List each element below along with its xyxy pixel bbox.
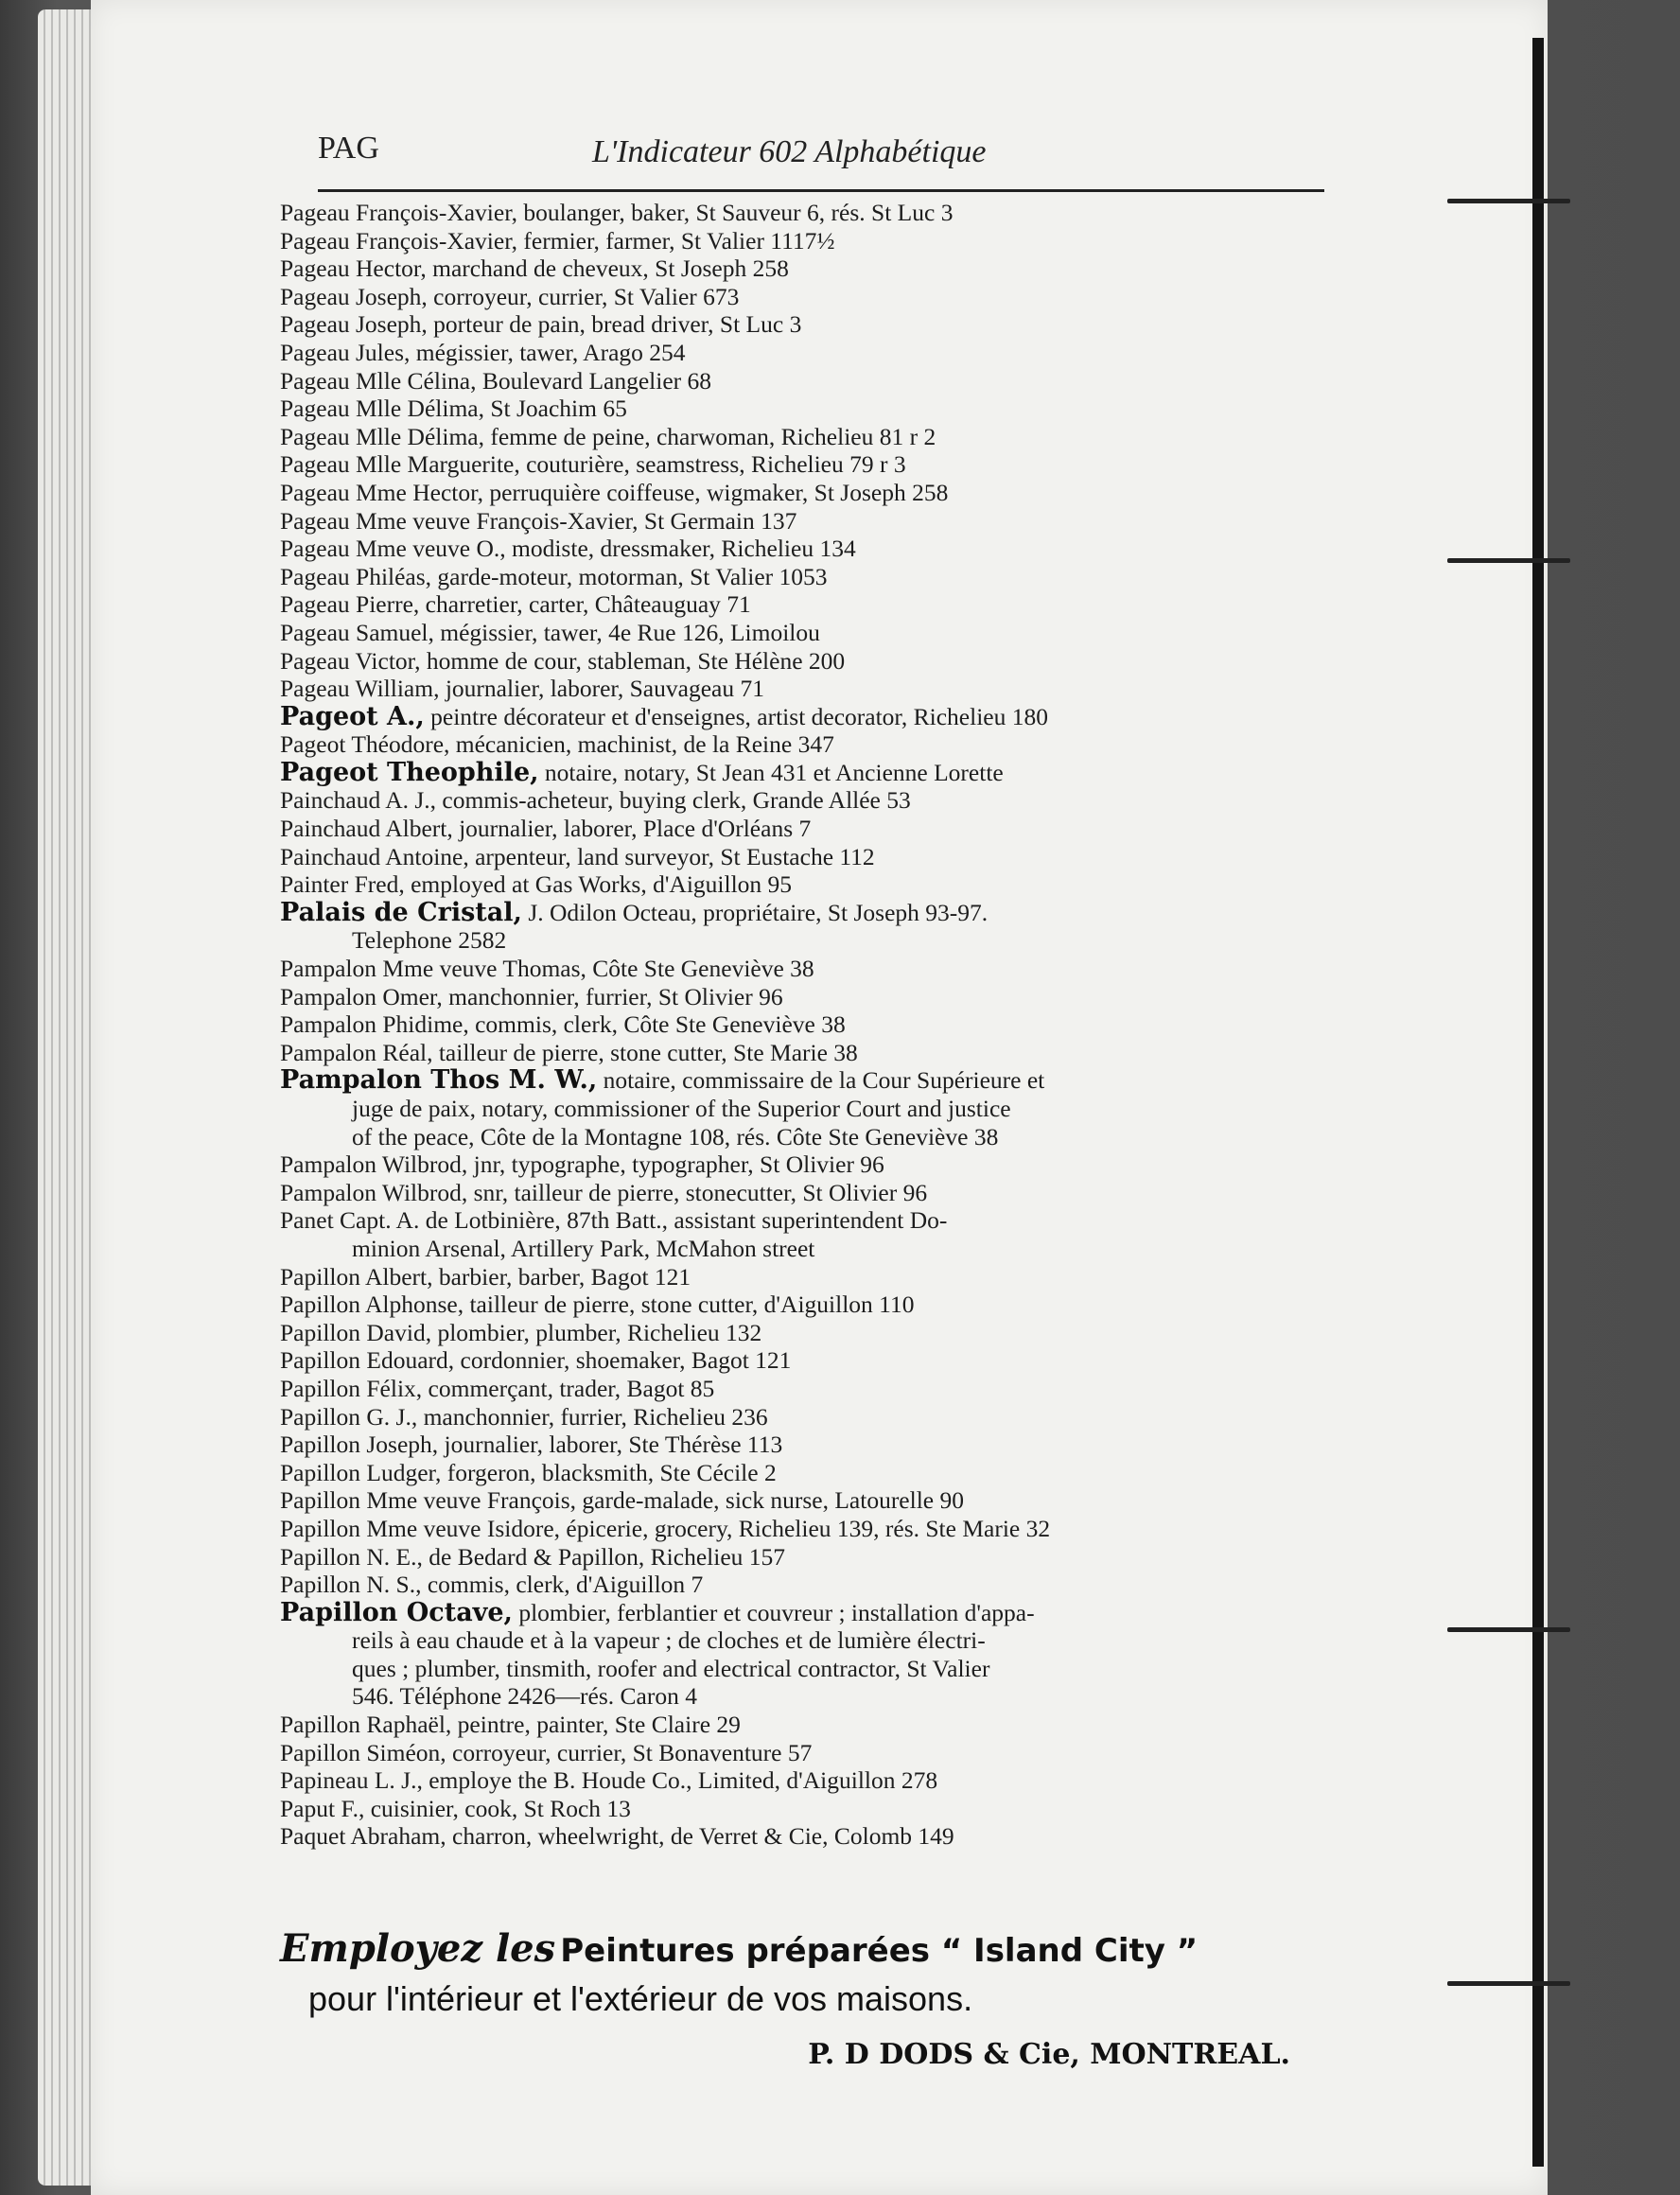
ad-emphasis: Employez les [280,1926,556,1971]
entry-text: minion Arsenal, Artillery Park, McMahon street [352,1234,815,1262]
entry-text: Papillon Mme veuve François, garde-malade, sick nurse, Latourelle 90 [280,1486,964,1515]
entry-text: Papillon Joseph, journalier, laborer, Ste Thérèse 113 [280,1431,783,1459]
entry-text: Pageau Mlle Délima, St Joachim 65 [280,395,627,423]
entry-text: Papillon N. E., de Bedard & Papillon, Richelieu 157 [280,1542,786,1571]
entry-text: Pageau Samuel, mégissier, tawer, 4e Rue 126, Limoilou [280,618,820,646]
entry-text: reils à eau chaude et à la vapeur ; de cloches et de lumière électri- [352,1626,986,1655]
entry-text: 546. Téléphone 2426—rés. Caron 4 [352,1682,697,1711]
entry-text: Panet Capt. A. de Lotbinière, 87th Batt., assistant superintendent Do- [280,1206,948,1235]
directory-entry [280,983,1339,1011]
entry-text: Pageau Mlle Délima, femme de peine, charwoman, Richelieu 81 r 2 [280,422,936,450]
entry-text: Pageau Mlle Marguerite, couturière, seamstress, Richelieu 79 r 3 [280,450,906,479]
entry-text: Pageau Philéas, garde-moteur, motorman, St Valier 1053 [280,562,828,590]
entry-text: Papillon Félix, commerçant, trader, Bagot 85 [280,1374,715,1402]
directory-entry [280,479,1339,507]
directory-entry [280,1682,1339,1711]
directory-entry [280,507,1339,536]
advertisement [274,1926,1315,2134]
entry-text: Papillon Albert, barbier, barber, Bagot 121 [280,1262,691,1291]
directory-entry [280,815,1339,843]
directory-entry [280,1206,1339,1235]
entry-text: Papillon Alphonse, tailleur de pierre, stone cutter, d'Aiguillon 110 [280,1291,915,1319]
directory-entry [280,339,1339,367]
entry-text: Pampalon Omer, manchonnier, furrier, St Olivier 96 [280,982,783,1010]
ad-headline [280,1926,1198,1971]
ad-product: Peintures préparées “ Island City ” [560,1932,1199,1970]
entry-text: Pageau François-Xavier, fermier, farmer, St Valier 1117½ [280,226,835,255]
entry-text: Painter Fred, employed at Gas Works, d'Aiguillon 95 [280,870,793,899]
directory-entry [280,1515,1339,1543]
directory-entry [280,1123,1339,1151]
directory-entry [280,1039,1339,1067]
directory-entry [280,1346,1339,1375]
entry-text: peintre décorateur et d'enseignes, artist decorator, Richelieu 180 [424,702,1048,730]
entry-text: Papillon David, plombier, plumber, Richelieu 132 [280,1318,762,1346]
directory-entry [280,619,1339,647]
entry-text: Painchaud A. J., commis-acheteur, buying clerk, Grande Allée 53 [280,786,911,815]
entry-bold-name: Pageot A., [280,701,425,731]
section-tag: PAG [318,131,379,166]
directory-entry [280,1486,1339,1515]
entry-text: ques ; plumber, tinsmith, roofer and electrical contractor, St Valier [352,1654,990,1682]
binding-stitch [1447,1627,1570,1632]
entry-text: Papillon Siméon, corroyeur, currier, St Bonaventure 57 [280,1738,813,1766]
directory-entry [280,870,1339,899]
entry-text: Papineau L. J., employe the B. Houde Co., Limited, d'Aiguillon 278 [280,1766,938,1795]
directory-entry [280,1543,1339,1572]
entry-text: Painchaud Antoine, arpenteur, land surveyor, St Eustache 112 [280,842,875,870]
entry-text: Pageau Joseph, corroyeur, currier, St Valier 673 [280,282,740,310]
entry-text: Pageau Mme veuve François-Xavier, St Germain 137 [280,506,797,535]
directory-entry [280,450,1339,479]
entry-text: Pampalon Wilbrod, jnr, typographe, typographer, St Olivier 96 [280,1150,884,1179]
directory-entry [280,1263,1339,1291]
directory-entries [280,199,1339,1930]
ad-vendor: P. D DODS & Cie, MONTREAL. [808,2038,1290,2071]
directory-entry [280,1739,1339,1767]
entry-text: Papillon Edouard, cordonnier, shoemaker, Bagot 121 [280,1346,792,1375]
directory-entry [280,955,1339,983]
directory-entry [280,1655,1339,1683]
binding-spine [1532,38,1544,2167]
directory-entry [280,1431,1339,1459]
directory-entry [280,423,1339,451]
directory-entry [280,535,1339,563]
directory-entry [280,1319,1339,1347]
directory-entry [280,926,1339,955]
directory-entry [280,1066,1339,1095]
entry-text: notaire, commissaire de la Cour Supérieure et [597,1066,1045,1095]
entry-text: Paquet Abraham, charron, wheelwright, de Verret & Cie, Colomb 149 [280,1822,954,1851]
directory-entry [280,1291,1339,1319]
directory-entry [280,675,1339,703]
directory-entry [280,1179,1339,1207]
entry-bold-name: Pampalon Thos M. W., [280,1065,598,1096]
entry-text: of the peace, Côte de la Montagne 108, rés. Côte Ste Geneviève 38 [352,1122,999,1150]
directory-entry [280,395,1339,423]
page-header [318,123,1324,192]
directory-entry [280,1235,1339,1263]
page-title: L'Indicateur 602 Alphabétique [592,134,987,169]
directory-entry [280,283,1339,311]
directory-entry [280,759,1339,787]
entry-text: Pampalon Réal, tailleur de pierre, stone cutter, Ste Marie 38 [280,1038,858,1066]
entry-text: Papillon G. J., manchonnier, furrier, Richelieu 236 [280,1402,768,1431]
directory-entry [280,255,1339,283]
entry-text: Pageau William, journalier, laborer, Sauvageau 71 [280,675,764,703]
entry-text: Pampalon Mme veuve Thomas, Côte Ste Geneviève 38 [280,955,814,983]
entry-text: Pageau Mme veuve O., modiste, dressmaker, Richelieu 134 [280,535,856,563]
directory-entry [280,1375,1339,1403]
entry-text: Pampalon Phidime, commis, clerk, Côte Ste Geneviève 38 [280,1010,846,1039]
directory-entry [280,703,1339,731]
directory-entry [280,563,1339,591]
directory-entry [280,1010,1339,1039]
entry-text: Papillon Ludger, forgeron, blacksmith, Ste Cécile 2 [280,1458,777,1486]
directory-entry [280,1403,1339,1431]
entry-text: Telephone 2582 [352,926,507,955]
entry-text: Pageau Pierre, charretier, carter, Châteauguay 71 [280,590,751,619]
entry-text: Painchaud Albert, journalier, laborer, Place d'Orléans 7 [280,815,812,843]
entry-text: Pageau Mme Hector, perruquière coiffeuse, wigmaker, St Joseph 258 [280,478,949,506]
entry-text: Pageau Jules, mégissier, tawer, Arago 254 [280,338,686,366]
directory-entry [280,367,1339,395]
entry-text: plombier, ferblantier et couvreur ; installation d'appa- [512,1598,1035,1626]
directory-entry [280,1766,1339,1795]
directory-entry [280,1822,1339,1851]
binding-stitch [1447,558,1570,563]
entry-text: Papillon Mme veuve Isidore, épicerie, grocery, Richelieu 139, rés. Ste Marie 32 [280,1514,1051,1542]
entry-text: Pageau François-Xavier, boulanger, baker, St Sauveur 6, rés. St Luc 3 [280,199,954,226]
entry-text: notaire, notary, St Jean 431 et Ancienne Lorette [538,758,1004,786]
binding-stitch [1447,199,1570,203]
entry-text: juge de paix, notary, commissioner of the Superior Court and justice [352,1095,1011,1122]
entry-text: J. Odilon Octeau, propriétaire, St Joseph 93-97. [521,898,989,926]
entry-text: Pageau Victor, homme de cour, stableman, Ste Hélène 200 [280,646,846,675]
directory-entry [280,1095,1339,1123]
directory-entry [280,899,1339,927]
directory-entry [280,786,1339,815]
directory-entry [280,310,1339,339]
directory-entry [280,1711,1339,1739]
entry-text: Pageau Hector, marchand de cheveux, St Joseph 258 [280,255,789,283]
directory-entry [280,1599,1339,1627]
entry-bold-name: Pageot Theophile, [280,757,539,787]
directory-entry [280,647,1339,676]
directory-entry [280,1795,1339,1823]
directory-entry [280,1571,1339,1599]
entry-bold-name: Palais de Cristal, [280,897,522,927]
directory-entry [280,1626,1339,1655]
directory-entry [280,730,1339,759]
directory-entry [280,199,1339,227]
directory-entry [280,227,1339,255]
binding-stitch [1447,1981,1570,1986]
entry-text: Paput F., cuisinier, cook, St Roch 13 [280,1794,631,1822]
entry-text: Pageau Mlle Célina, Boulevard Langelier 68 [280,366,712,395]
entry-bold-name: Papillon Octave, [280,1597,513,1627]
directory-entry [280,590,1339,619]
directory-entry [280,1150,1339,1179]
entry-text: Pageot Théodore, mécanicien, machinist, de la Reine 347 [280,730,834,759]
entry-text: Pampalon Wilbrod, snr, tailleur de pierre, stonecutter, St Olivier 96 [280,1178,928,1206]
entry-text: Papillon Raphaël, peintre, painter, Ste Claire 29 [280,1711,741,1739]
entry-text: Papillon N. S., commis, clerk, d'Aiguillon 7 [280,1571,704,1599]
directory-entry [280,843,1339,871]
directory-entry [280,1459,1339,1487]
entry-text: Pageau Joseph, porteur de pain, bread driver, St Luc 3 [280,310,802,339]
ad-subline: pour l'intérieur et l'extérieur de vos maisons. [308,1979,973,2018]
